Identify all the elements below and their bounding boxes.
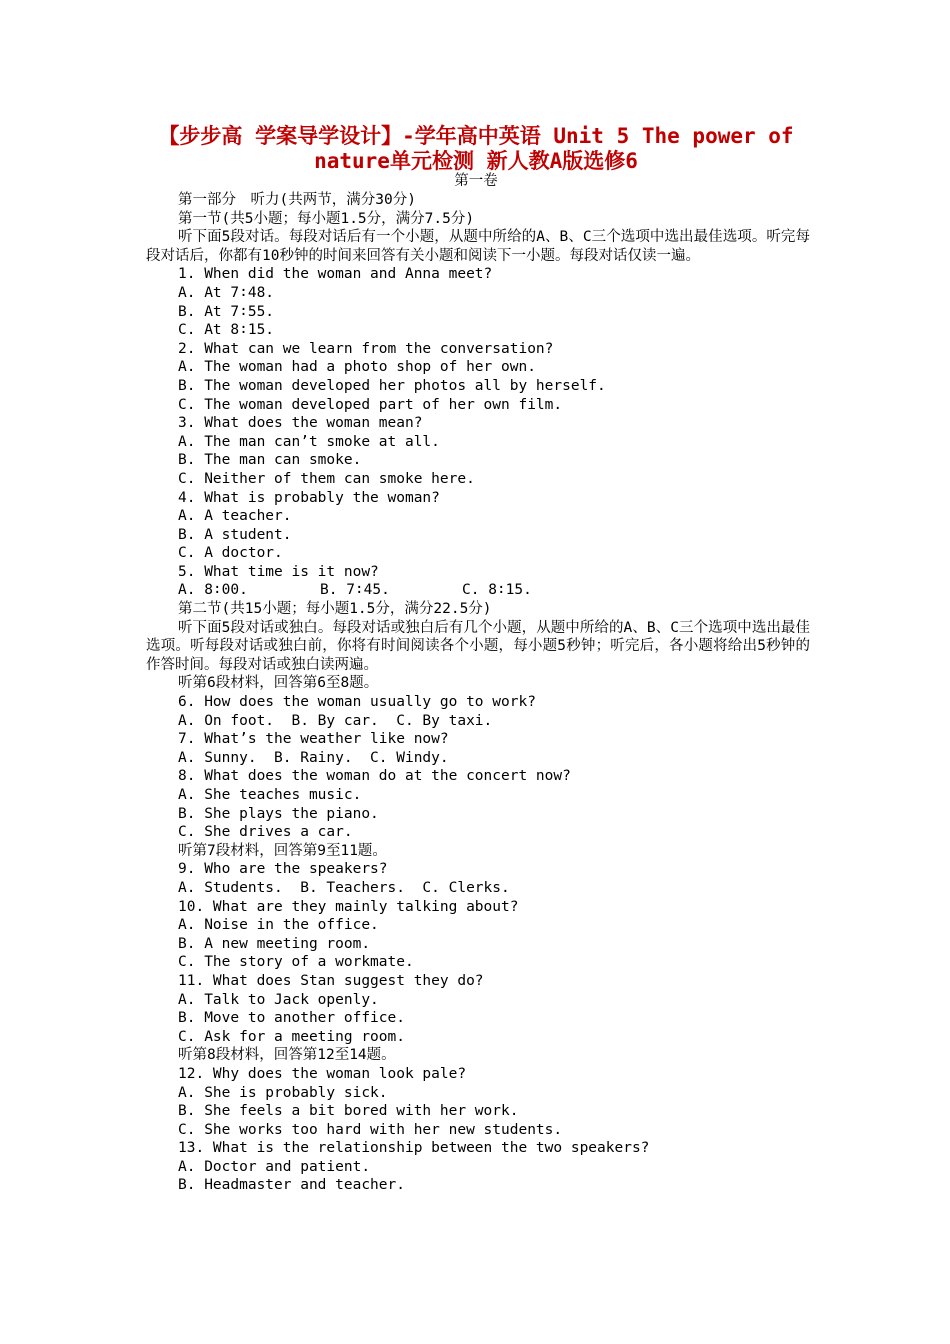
material-label: 听第8段材料，回答第12至14题。	[178, 1047, 396, 1064]
option: C. At 8∶15.	[178, 322, 275, 339]
question: 1. When did the woman and Anna meet?	[178, 266, 493, 283]
option: A. A teacher.	[178, 508, 292, 525]
section-instructions: 听下面5段对话。每段对话后有一个小题，从题中所给的A、B、C三个选项中选出最佳选项。听完每段对话后，你都有10秒钟的时间来回答有关小题和阅读下一小题。每段对话仅读一遍。	[146, 229, 810, 264]
option: B. A new meeting room.	[178, 935, 371, 952]
question: 10. What are they mainly talking about?	[178, 898, 519, 915]
material-label: 听第6段材料，回答第6至8题。	[178, 675, 379, 692]
question: 12. Why does the woman look pale?	[178, 1065, 467, 1082]
option: B. The man can smoke.	[178, 452, 362, 469]
question: 4. What is probably the woman?	[178, 489, 440, 506]
option: B. She plays the piano.	[178, 805, 379, 822]
question: 8. What does the woman do at the concert now?	[178, 768, 571, 785]
section-heading: 第二节(共15小题；每小题1.5分，满分22.5分)	[178, 601, 492, 618]
question: 6. How does the woman usually go to work?	[178, 694, 536, 711]
option: B. The woman developed her photos all by herself.	[178, 377, 606, 394]
option-row: A. Students. B. Teachers. C. Clerks.	[178, 879, 510, 896]
option: C. She works too hard with her new students.	[178, 1121, 563, 1138]
question: 7. What’s the weather like now?	[178, 731, 449, 748]
option: A. She teaches music.	[178, 787, 362, 803]
option: C. She drives a car.	[178, 824, 353, 841]
option-row: A. On foot. B. By car. C. By taxi.	[178, 712, 493, 729]
option: B. 7∶45.	[320, 582, 390, 599]
material-label: 听第7段材料，回答第9至11题。	[178, 842, 387, 859]
option: C. The woman developed part of her own film.	[178, 396, 563, 413]
option: A. She is probably sick.	[178, 1084, 388, 1101]
option: A. 8∶00.	[178, 582, 248, 599]
option: C. The story of a workmate.	[178, 954, 414, 971]
section-heading: 第一节(共5小题；每小题1.5分，满分7.5分)	[178, 210, 475, 227]
option: C. Neither of them can smoke here.	[178, 470, 475, 487]
option-row	[146, 581, 810, 600]
option: A. At 7∶48.	[178, 284, 275, 301]
option: A. The woman had a photo shop of her own.	[178, 359, 536, 376]
option: B. Headmaster and teacher.	[178, 1177, 405, 1194]
option: A. The man can’t smoke at all.	[178, 433, 440, 450]
option: C. A doctor.	[178, 545, 283, 562]
document-title: 【步步高 学案导学设计】-学年高中英语 Unit 5 The power of nature单元检测 新人教A版选修6	[158, 124, 794, 173]
part-heading: 第一部分 听力(共两节，满分30分)	[178, 192, 416, 208]
question: 5. What time is it now?	[178, 563, 379, 580]
option: C. Ask for a meeting room.	[178, 1028, 405, 1045]
option: B. Move to another office.	[178, 1010, 405, 1027]
option: A. Noise in the office.	[178, 917, 379, 934]
volume-label: 第一卷	[454, 173, 498, 189]
question: 9. Who are the speakers?	[178, 861, 388, 878]
question: 2. What can we learn from the conversation?	[178, 340, 554, 357]
section-instructions: 听下面5段对话或独白。每段对话或独白后有几个小题，从题中所给的A、B、C三个选项中选出最佳选项。听每段对话或独白前，你将有时间阅读各个小题，每小题5秒钟；听完后，各小题将给出5秒钟的作答时间。每段对话或独白读两遍。	[146, 619, 810, 673]
option: A. Doctor and patient.	[178, 1158, 371, 1175]
document-body	[146, 191, 810, 1195]
option: B. At 7∶55.	[178, 303, 275, 320]
question: 11. What does Stan suggest they do?	[178, 972, 484, 989]
option: B. A student.	[178, 526, 292, 543]
option-row: A. Sunny. B. Rainy. C. Windy.	[178, 749, 449, 766]
option: B. She feels a bit bored with her work.	[178, 1103, 519, 1120]
option: C. 8∶15.	[462, 582, 532, 599]
question: 13. What is the relationship between the two speakers?	[178, 1140, 650, 1157]
question: 3. What does the woman mean?	[178, 415, 423, 432]
option: A. Talk to Jack openly.	[178, 991, 379, 1008]
